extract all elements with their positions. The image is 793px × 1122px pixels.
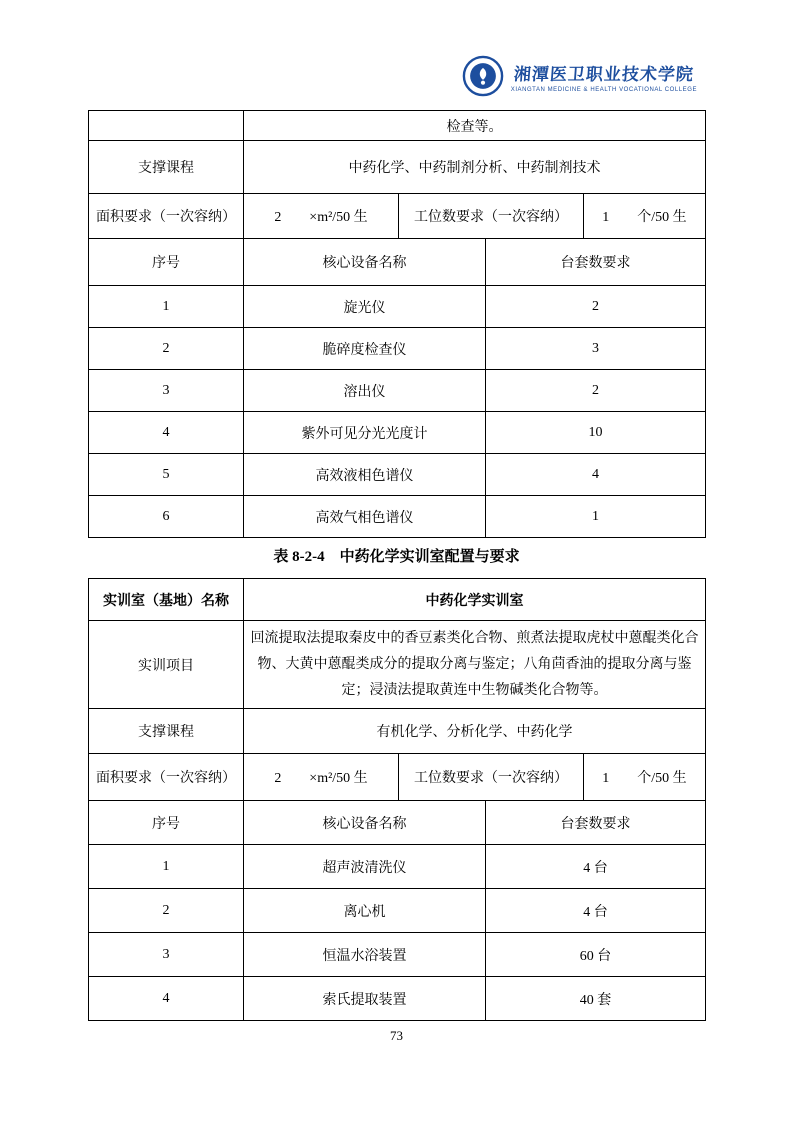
row-index: 4 [89, 412, 244, 454]
page-content [88, 110, 705, 1021]
support-course-value: 有机化学、分析化学、中药化学 [244, 709, 706, 754]
room-name-value: 中药化学实训室 [244, 579, 706, 621]
table-row [89, 933, 706, 977]
col-header-name: 核心设备名称 [244, 801, 486, 845]
training-project-label: 实训项目 [89, 621, 244, 709]
row-index: 2 [89, 328, 244, 370]
row-index: 1 [89, 845, 244, 889]
equipment-name: 超声波清洗仪 [244, 845, 486, 889]
equipment-count: 60 台 [486, 933, 706, 977]
area-label: 面积要求（一次容纳） [89, 194, 244, 239]
support-course-row [89, 141, 706, 194]
equipment-table-1 [88, 110, 706, 538]
area-label: 面积要求（一次容纳） [89, 754, 244, 801]
column-header-row [89, 801, 706, 845]
training-project-text: 回流提取法提取秦皮中的香豆素类化合物、煎煮法提取虎杖中蒽醌类化合物、大黄中蒽醌类成分的提取分离与鉴定；八角茴香油的提取分离与鉴定；浸渍法提取黄连中生物碱类化合物等。 [244, 621, 706, 709]
support-course-label: 支撑课程 [89, 709, 244, 754]
equipment-count: 4 [486, 454, 706, 496]
table-row [89, 412, 706, 454]
equipment-count: 10 [486, 412, 706, 454]
table-row [89, 370, 706, 412]
station-value: 1 个/50 生 [584, 194, 706, 239]
support-course-row [89, 709, 706, 754]
area-requirement-row [89, 194, 706, 239]
equipment-count: 1 [486, 496, 706, 538]
row-index: 5 [89, 454, 244, 496]
training-project-row [89, 621, 706, 709]
college-logo-text [511, 60, 697, 93]
equipment-name: 溶出仪 [244, 370, 486, 412]
col-header-count: 台套数要求 [486, 801, 706, 845]
equipment-table-2 [88, 578, 706, 1021]
table-row [89, 977, 706, 1021]
area-value: 2 ×m²/50 生 [244, 754, 399, 801]
col-header-name: 核心设备名称 [244, 239, 486, 286]
column-header-row [89, 239, 706, 286]
table-row [89, 286, 706, 328]
empty-cell [89, 111, 244, 141]
row-index: 6 [89, 496, 244, 538]
area-value: 2 ×m²/50 生 [244, 194, 399, 239]
area-requirement-row [89, 754, 706, 801]
table-row [89, 496, 706, 538]
equipment-name: 紫外可见分光光度计 [244, 412, 486, 454]
col-header-index: 序号 [89, 801, 244, 845]
equipment-count: 3 [486, 328, 706, 370]
station-label: 工位数要求（一次容纳） [399, 194, 584, 239]
table-row [89, 845, 706, 889]
equipment-name: 脆碎度检查仪 [244, 328, 486, 370]
col-header-index: 序号 [89, 239, 244, 286]
table-row [89, 454, 706, 496]
table-caption: 表 8-2-4 中药化学实训室配置与要求 [273, 549, 520, 565]
equipment-name: 高效气相色谱仪 [244, 496, 486, 538]
row-index: 1 [89, 286, 244, 328]
equipment-name: 离心机 [244, 889, 486, 933]
row-index: 4 [89, 977, 244, 1021]
row-index: 3 [89, 933, 244, 977]
college-emblem-icon [462, 55, 504, 97]
equipment-name: 索氏提取装置 [244, 977, 486, 1021]
continuation-row [89, 111, 706, 141]
row-index: 3 [89, 370, 244, 412]
table-row [89, 328, 706, 370]
room-name-label: 实训室（基地）名称 [89, 579, 244, 621]
equipment-count: 4 台 [486, 889, 706, 933]
equipment-name: 旋光仪 [244, 286, 486, 328]
equipment-count: 40 套 [486, 977, 706, 1021]
equipment-name: 高效液相色谱仪 [244, 454, 486, 496]
equipment-count: 2 [486, 286, 706, 328]
support-course-label: 支撑课程 [89, 141, 244, 194]
college-name-cn: 湘潭医卫职业技术学院 [513, 64, 695, 84]
continuation-text: 检查等。 [244, 111, 706, 141]
equipment-count: 2 [486, 370, 706, 412]
row-index: 2 [89, 889, 244, 933]
room-name-row [89, 579, 706, 621]
page-number: 73 [390, 1028, 403, 1043]
equipment-count: 4 台 [486, 845, 706, 889]
station-value: 1 个/50 生 [584, 754, 706, 801]
college-logo [462, 55, 697, 97]
college-name-en: XIANGTAN MEDICINE & HEALTH VOCATIONAL COLLEGE [510, 86, 697, 93]
equipment-name: 恒温水浴装置 [244, 933, 486, 977]
support-course-value: 中药化学、中药制剂分析、中药制剂技术 [244, 141, 706, 194]
col-header-count: 台套数要求 [486, 239, 706, 286]
station-label: 工位数要求（一次容纳） [399, 754, 584, 801]
table-row [89, 889, 706, 933]
